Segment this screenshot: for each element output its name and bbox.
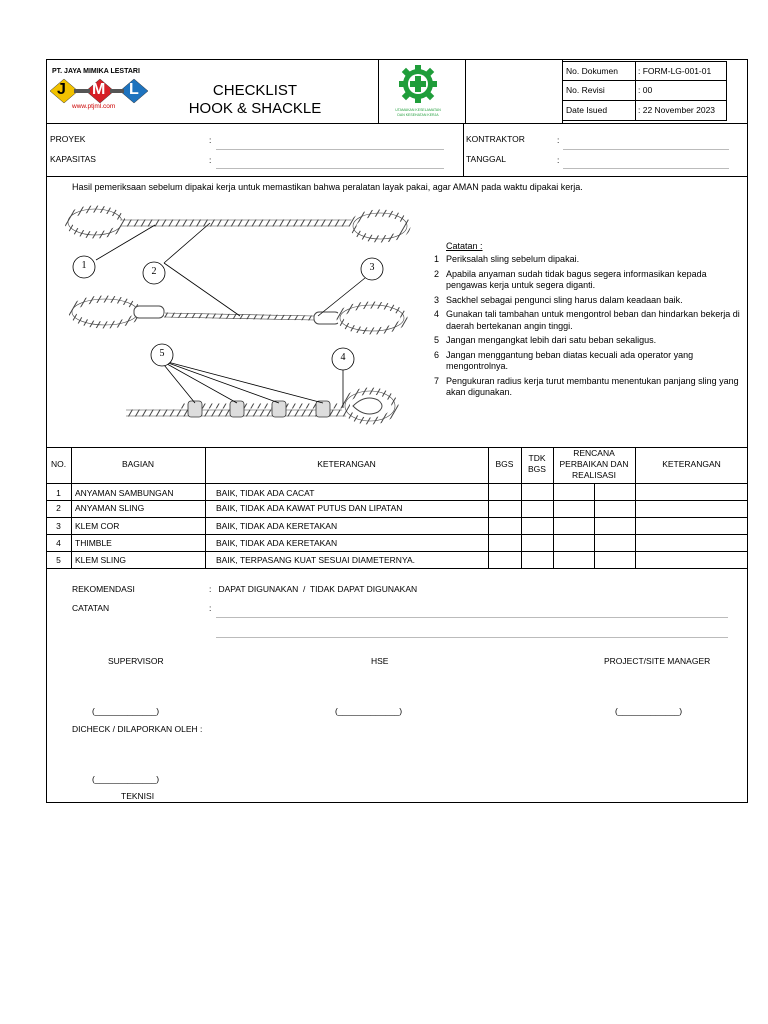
col-header-rencana-3: REALISASI — [572, 470, 616, 480]
row-5-keterangan: BAIK, TERPASANG KUAT SESUAI DIAMETERNYA. — [216, 555, 416, 565]
hse-signature[interactable]: (_____________) — [335, 706, 403, 716]
project-manager-signature[interactable]: (_____________) — [615, 706, 683, 716]
note-item: 6 Jangan menggantung beban diatas kecuali ada operator yang mengontrolnya. — [434, 349, 694, 371]
proyek-field[interactable] — [216, 149, 444, 150]
diagram-label-4: 4 — [340, 352, 346, 363]
sling-1-icon — [68, 209, 407, 239]
company-website: www.ptjml.com — [72, 103, 116, 110]
note-item: 7 Pengukuran radius kerja turut membantu menentukan panjang sling yang akan digunakan. — [434, 375, 739, 397]
tanggal-field[interactable] — [563, 168, 729, 169]
tanggal-colon: : — [557, 155, 560, 165]
form-title-line2: HOOK & SHACKLE — [188, 100, 322, 117]
row-3-bagian: KLEM COR — [75, 521, 120, 531]
col-header-no: NO. — [50, 459, 67, 469]
header-divider-1 — [378, 59, 379, 123]
col-header-bgs: BGS — [495, 459, 514, 469]
date-issued-label: Date Isued — [566, 105, 608, 115]
row-3-keterangan: BAIK, TIDAK ADA KERETAKAN — [216, 521, 338, 531]
col-header-rencana-1: RENCANA — [573, 448, 615, 458]
col-header-tdk-bgs-2: BGS — [528, 464, 546, 474]
row-2-keterangan: BAIK, TIDAK ADA KAWAT PUTUS DAN LIPATAN — [216, 503, 403, 513]
col-header-keterangan: KETERANGAN — [317, 459, 376, 469]
teknisi-signature[interactable]: (_____________) — [92, 774, 160, 784]
note-item: 2 Apabila anyaman sudah tidak bagus segera informasikan kepada pengawas kerja untuk segera diganti. — [434, 268, 707, 290]
header-bottom-line — [46, 123, 748, 124]
logo-letter-l: L — [129, 81, 139, 98]
date-issued-value: : 22 November 2023 — [638, 105, 716, 115]
table-top-line — [46, 447, 748, 448]
table-bottom-line — [46, 568, 748, 569]
row-2-bagian: ANYAMAN SLING — [75, 503, 145, 513]
catatan-label: CATATAN — [72, 603, 110, 613]
kapasitas-field[interactable] — [216, 168, 444, 169]
k3-safety-emblem-icon — [392, 62, 444, 110]
catatan-field-line-2[interactable] — [216, 637, 728, 638]
row-5-no: 5 — [56, 555, 61, 565]
diagram-label-2: 2 — [151, 266, 157, 277]
intro-text: Hasil pemeriksaan sebelum dipakai kerja untuk memastikan bahwa peralatan layak pakai, agar AMAN pada waktu dipakai kerja. — [72, 182, 583, 192]
sling-inspection-diagram — [60, 198, 415, 438]
table-col-line — [594, 483, 595, 568]
revision-value: : 00 — [638, 85, 653, 95]
teknisi-label: TEKNISI — [121, 791, 155, 801]
table-row-line — [46, 551, 748, 552]
hse-label: HSE — [371, 656, 389, 666]
kapasitas-label: KAPASITAS — [50, 154, 96, 164]
row-1-no: 1 — [56, 488, 61, 498]
catatan-colon: : — [209, 603, 212, 613]
row-3-no: 3 — [56, 521, 61, 531]
proyek-label: PROYEK — [50, 134, 86, 144]
col-header-bagian: BAGIAN — [121, 459, 155, 469]
doc-info-row-line-1 — [562, 80, 727, 81]
note-item: 1 Periksalah sling sebelum dipakai. — [434, 254, 580, 264]
kontraktor-field[interactable] — [563, 149, 729, 150]
row-4-keterangan: BAIK, TIDAK ADA KERETAKAN — [216, 538, 338, 548]
doc-info-divider — [635, 61, 636, 121]
col-header-rencana-2: PERBAIKAN DAN — [559, 459, 629, 469]
table-header-bottom-line — [46, 483, 748, 484]
rekomendasi-label: REKOMENDASI — [72, 584, 135, 594]
kontraktor-colon: : — [557, 135, 560, 145]
note-item: 4 Gunakan tali tambahan untuk mengontrol beban dan hindarkan bekerja di daerah bertekanan angin tinggi. — [434, 309, 740, 331]
catatan-field-line-1[interactable] — [216, 617, 728, 618]
diagram-label-3: 3 — [369, 262, 375, 273]
header-divider-2 — [465, 59, 466, 123]
project-manager-label: PROJECT/SITE MANAGER — [604, 656, 711, 666]
col-header-keterangan-2: KETERANGAN — [662, 459, 721, 469]
row-4-bagian: THIMBLE — [75, 538, 112, 548]
table-row-line — [46, 500, 748, 501]
table-row-line — [46, 517, 748, 518]
note-item: 3 Sackhel sebagai pengunci sling harus dalam keadaan baik. — [434, 294, 683, 305]
logo-letter-j: J — [57, 81, 66, 98]
revision-label: No. Revisi — [566, 85, 605, 95]
form-title-line1: CHECKLIST — [212, 82, 298, 99]
doc-info-row-line-2 — [562, 100, 727, 101]
company-name: PT. JAYA MIMIKA LESTARI — [52, 68, 140, 75]
doc-number-label: No. Dokumen — [566, 66, 618, 76]
rekomendasi-value[interactable]: : DAPAT DIGUNAKAN / TIDAK DAPAT DIGUNAKAN — [209, 584, 418, 594]
row-5-bagian: KLEM SLING — [75, 555, 127, 565]
diagram-label-5: 5 — [159, 348, 165, 359]
notes-heading: Catatan : — [446, 241, 483, 251]
supervisor-signature[interactable]: (_____________) — [92, 706, 160, 716]
k3-caption-line1: UTAMAKAN KESELAMATAN — [395, 108, 441, 112]
logo-letter-m: M — [92, 81, 106, 98]
row-1-bagian: ANYAMAN SAMBUNGAN — [75, 488, 174, 498]
info-bottom-line — [46, 176, 748, 177]
row-2-no: 2 — [56, 503, 61, 513]
proyek-colon: : — [209, 135, 212, 145]
k3-caption-line2: DAN KESEHATAN KERJA — [397, 113, 439, 117]
kontraktor-label: KONTRAKTOR — [466, 134, 525, 144]
kapasitas-colon: : — [209, 155, 212, 165]
doc-number-value: : FORM-LG-001-01 — [638, 66, 712, 76]
row-4-no: 4 — [56, 538, 61, 548]
row-1-keterangan: BAIK, TIDAK ADA CACAT — [216, 488, 315, 498]
tanggal-label: TANGGAL — [466, 154, 506, 164]
info-divider — [463, 123, 464, 176]
note-item: 5 Jangan mengangkat lebih dari satu beban sekaligus. — [434, 335, 657, 345]
supervisor-label: SUPERVISOR — [108, 656, 164, 666]
table-row-line — [46, 534, 748, 535]
sling-3-icon — [126, 391, 395, 421]
col-header-tdk-bgs-1: TDK — [528, 453, 546, 463]
notes-list — [434, 254, 740, 399]
diagram-label-1: 1 — [81, 260, 87, 271]
dicheck-label: DICHECK / DILAPORKAN OLEH : — [72, 724, 203, 734]
